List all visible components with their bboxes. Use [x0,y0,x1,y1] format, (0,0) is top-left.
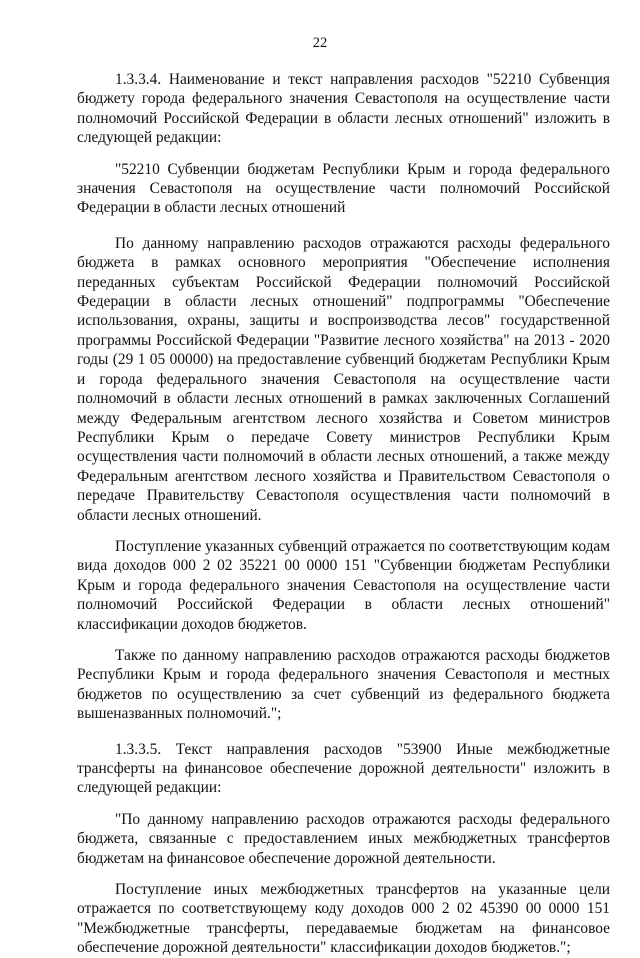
paragraph-53900-income: Поступление иных межбюджетных трансфертов на указанные цели отражается по соответствующему коду доходов 000 2 02 45390 00 0000 151 "Межбюджетные трансферты, передаваемые бюджетам на финансовое обеспечение дорожной деятельности" классификации доходов бюджетов."; [77,881,610,957]
page-number: 22 [312,35,328,51]
paragraph-52210-description: По данному направлению расходов отражаются расходы федерального бюджета в рамках основного мероприятия "Обеспечение исполнения переданных субъектам Российской Федерации полномочий Российской Федерации в области лесных отношений" подпрограммы "Обеспечение использования, охраны, защиты и воспроизводства лесов" государственной программы Российской Федерации "Развитие лесного хозяйства" на 2013 - 2020 годы (29 1 05 00000) на предоставление субвенций бюджетам Республики Крым и города федерального значения Севастополя на осуществление части полномочий в области лесных отношений в рамках заключенных Соглашений между Федеральным агентством лесного хозяйства и Советом министров Республики Крым о передаче Совету министров Республики Крым осуществления части полномочий в области лесных отношений, а также между Федеральным агентством лесного хозяйства и Правительством Севастополя о передаче Правительству Севастополя осуществления части полномочий в области лесных отношений. [77,234,610,524]
paragraph-1-3-3-5: 1.3.3.5. Текст направления расходов "53900 Иные межбюджетные трансферты на финансовое обеспечение дорожной деятельности" изложить в следующей редакции: [77,740,610,797]
paragraph-53900-description: "По данному направлению расходов отражаются расходы федерального бюджета, связанные с предоставлением иных межбюджетных трансфертов бюджетам на финансовое обеспечение дорожной деятельности. [77,810,610,867]
paragraph-52210-title: "52210 Субвенции бюджетам Республики Крым и города федерального значения Севастополя на осуществление части полномочий Российской Федерации в области лесных отношений [77,160,610,217]
paragraph-52210-also: Также по данному направлению расходов отражаются расходы бюджетов Республики Крым и города федерального значения Севастополя и местных бюджетов по осуществлению за счет субвенций из федерального бюджета вышеназванных полномочий."; [77,646,610,723]
paragraph-1-3-3-4: 1.3.3.4. Наименование и текст направления расходов "52210 Субвенция бюджету города федерального значения Севастополя на осуществление части полномочий Российской Федерации в области лесных отношений" изложить в следующей редакции: [77,71,610,147]
document-body [77,70,610,958]
paragraph-52210-income: Поступление указанных субвенций отражается по соответствующим кодам вида доходов 000 2 02 35221 00 0000 151 "Субвенции бюджетам Республики Крым и города федерального значения Севастополя на осуществление части полномочий Российской Федерации в области лесных отношений" классификации доходов бюджетов. [77,537,610,633]
